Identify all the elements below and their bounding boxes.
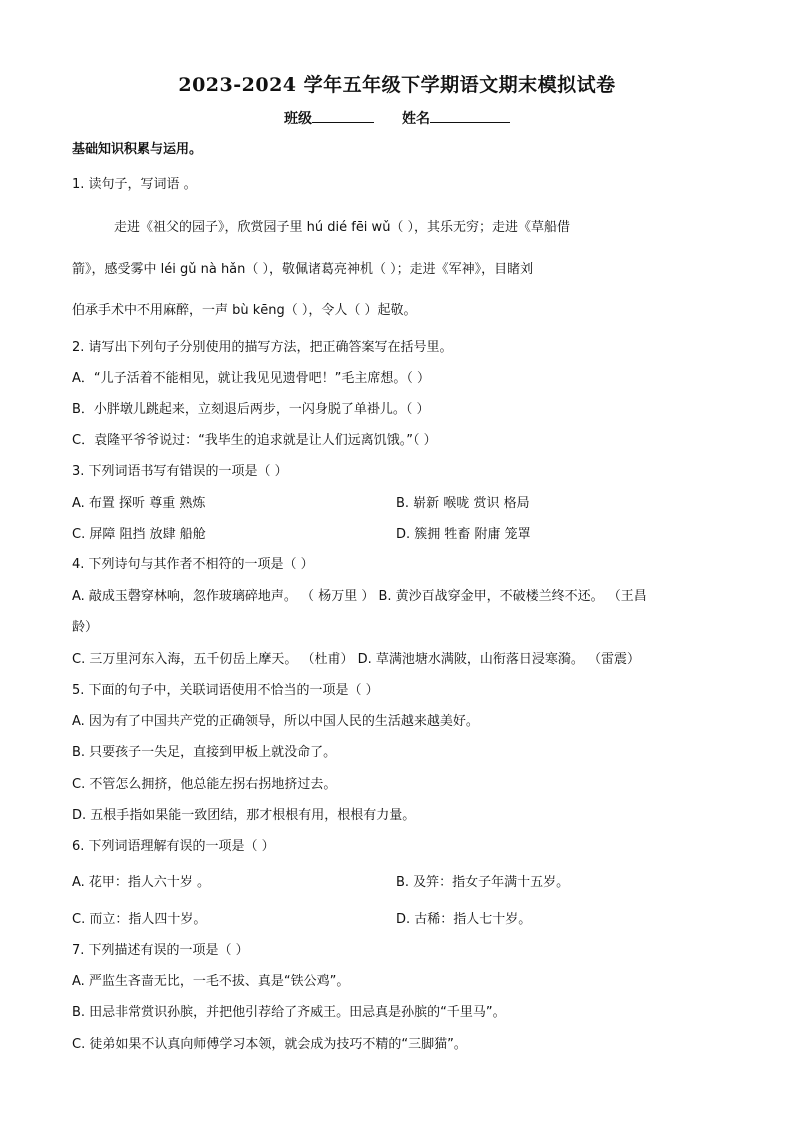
q3-option-a: A. 布置 探听 尊重 熟炼 <box>72 496 206 511</box>
q4-title: 4. 下列诗句与其作者不相符的一项是（ ） <box>72 557 314 572</box>
q5-option-d: D. 五根手指如果能一致团结，那才根根有用，根根有力量。 <box>72 808 416 823</box>
q4-options-ab-cont: 龄） <box>72 620 99 635</box>
q7-title: 7. 下列描述有误的一项是（ ） <box>72 943 249 958</box>
q3-option-c: C. 屏障 阻挡 放肆 船舱 <box>72 527 206 542</box>
student-info <box>0 108 794 128</box>
q5-option-c: C. 不管怎么拥挤，他总能左拐右拐地挤过去。 <box>72 777 337 792</box>
q5-title: 5. 下面的句子中，关联词语使用不恰当的一项是（ ） <box>72 683 379 698</box>
q7-option-b: B. 田忌非常赏识孙膑，并把他引荐给了齐威王。田忌真是孙膑的“千里马”。 <box>72 1005 506 1020</box>
class-blank[interactable] <box>312 110 374 123</box>
q6-option-a: A. 花甲：指人六十岁 。 <box>72 875 211 890</box>
q6-option-c: C. 而立：指人四十岁。 <box>72 912 207 927</box>
q3-option-b: B. 崭新 喉咙 赏识 格局 <box>396 496 530 511</box>
q7-option-a: A. 严监生吝啬无比，一毛不拔、真是“铁公鸡”。 <box>72 974 350 989</box>
q2-option-b: B．小胖墩儿跳起来，立刻退后两步，一闪身脱了单褂儿。（ ） <box>72 402 430 417</box>
q5-option-b: B. 只要孩子一失足，直接到甲板上就没命了。 <box>72 745 337 760</box>
q4-options-ab: A. 敲成玉磬穿林响，忽作玻璃碎地声。 （ 杨万里 ） B. 黄沙百战穿金甲，不破楼兰终不还。 （王昌 <box>72 589 647 604</box>
q4-options-cd: C. 三万里河东入海，五千仞岳上摩天。 （杜甫） D. 草满池塘水满陂，山衔落日浸寒漪。 （雷震） <box>72 652 641 667</box>
name-blank[interactable] <box>430 110 510 123</box>
q1-title: 1. 读句子，写词语 。 <box>72 177 197 192</box>
q1-paragraph-line1: 走进《祖父的园子》，欣赏园子里 hú dié fēi wǔ（ ），其乐无穷；走进《草船借 <box>114 220 571 235</box>
q3-option-d: D. 簇拥 牲畜 附庸 笼罩 <box>396 527 531 542</box>
q2-title: 2. 请写出下列句子分别使用的描写方法，把正确答案写在括号里。 <box>72 340 453 355</box>
page-title: 2023-2024 学年五年级下学期语文期末模拟试卷 <box>178 74 616 96</box>
q6-option-b: B. 及笄：指女子年满十五岁。 <box>396 875 570 890</box>
q1-paragraph-line2: 箭》，感受雾中 léi gǔ nà hǎn（ ），敬佩诸葛亮神机（ ）；走进《军神》，目睹刘 <box>72 262 534 277</box>
q1-paragraph-line3: 伯承手术中不用麻醉，一声 bù kēng（ ），令人（ ）起敬。 <box>72 303 417 318</box>
name-label: 姓名 <box>402 111 430 127</box>
q6-option-d: D. 古稀：指人七十岁。 <box>396 912 532 927</box>
class-label: 班级 <box>284 111 312 127</box>
q2-option-a: A．“儿子活着不能相见，就让我见见遗骨吧！”毛主席想。（ ） <box>72 371 430 386</box>
q6-title: 6. 下列词语理解有误的一项是（ ） <box>72 839 275 854</box>
q3-title: 3. 下列词语书写有错误的一项是（ ） <box>72 464 288 479</box>
q2-option-c: C．袁隆平爷爷说过：“我毕生的追求就是让人们远离饥饿。”（ ） <box>72 433 437 448</box>
section-heading: 基础知识积累与运用。 <box>72 142 203 157</box>
q7-option-c: C. 徒弟如果不认真向师傅学习本领，就会成为技巧不精的“三脚猫”。 <box>72 1037 467 1052</box>
q5-option-a: A. 因为有了中国共产党的正确领导，所以中国人民的生活越来越美好。 <box>72 714 479 729</box>
